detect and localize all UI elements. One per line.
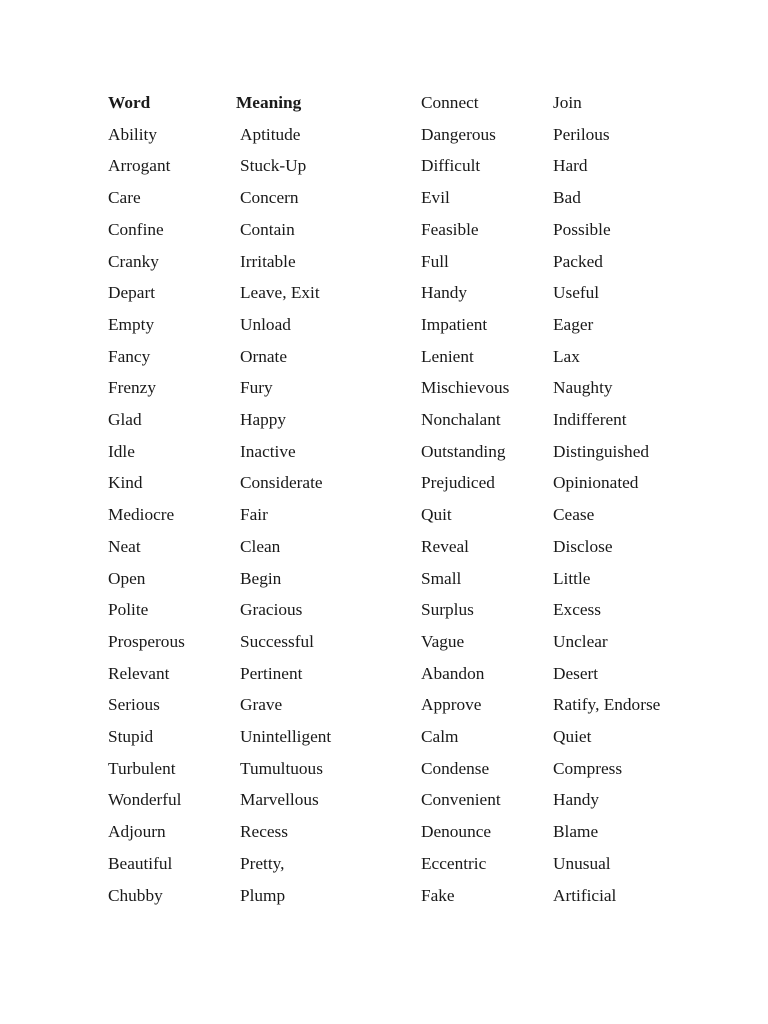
meaning-cell: Artificial <box>553 885 617 905</box>
meaning-cell: Disclose <box>553 536 613 556</box>
word-cell: Prosperous <box>108 631 185 651</box>
word-cell: Calm <box>421 727 459 746</box>
meaning-cell: Fury <box>240 378 273 398</box>
word-cell: Denounce <box>421 822 492 842</box>
word-cell: Connect <box>421 93 479 112</box>
meaning-cell: Unusual <box>553 853 611 873</box>
table-row <box>0 182 768 214</box>
meaning-cell: Clean <box>240 536 281 556</box>
meaning-cell: Naughty <box>553 378 613 398</box>
meaning-cell: Eager <box>553 314 594 334</box>
table-row <box>0 753 768 785</box>
table-row <box>0 594 768 626</box>
table-row <box>0 499 768 531</box>
meaning-cell: Possible <box>553 219 611 239</box>
table-row <box>0 372 768 404</box>
table-row <box>0 119 768 151</box>
table-row <box>0 246 768 278</box>
word-cell: Depart <box>108 283 156 303</box>
meaning-cell: Inactive <box>240 441 296 461</box>
meaning-cell: Unintelligent <box>240 727 332 746</box>
word-cell: Fancy <box>108 346 151 366</box>
table-row <box>0 150 768 182</box>
word-cell: Approve <box>421 695 482 715</box>
word-cell: Lenient <box>421 346 474 366</box>
word-cell: Small <box>421 568 462 588</box>
header-word: Word <box>108 93 151 112</box>
word-cell: Mischievous <box>421 378 510 398</box>
meaning-cell: Irritable <box>240 251 296 271</box>
word-cell: Polite <box>108 600 149 620</box>
meaning-cell: Useful <box>553 283 600 303</box>
table-row <box>0 404 768 436</box>
table-row <box>0 689 768 721</box>
meaning-cell: Plump <box>240 885 286 905</box>
meaning-cell: Leave, Exit <box>240 283 320 303</box>
word-cell: Impatient <box>421 314 488 334</box>
meaning-cell: Packed <box>553 251 603 271</box>
word-cell: Beautiful <box>108 853 173 873</box>
table-row <box>0 626 768 658</box>
meaning-cell: Marvellous <box>240 790 319 810</box>
meaning-cell: Pertinent <box>240 663 303 683</box>
meaning-cell: Bad <box>553 188 581 208</box>
word-cell: Vague <box>421 631 465 651</box>
word-cell: Frenzy <box>108 378 156 398</box>
meaning-cell: Pretty, <box>240 853 285 873</box>
word-cell: Dangerous <box>421 124 496 144</box>
meaning-cell: Fair <box>240 505 268 525</box>
word-cell: Open <box>108 568 146 588</box>
meaning-cell: Stuck-Up <box>240 156 307 176</box>
table-row <box>0 658 768 690</box>
meaning-cell: Happy <box>240 410 287 429</box>
meaning-cell: Ornate <box>240 346 288 366</box>
word-cell: Surplus <box>421 600 474 620</box>
word-cell: Serious <box>108 695 160 715</box>
table-row <box>0 816 768 848</box>
meaning-cell: Opinionated <box>553 473 639 493</box>
meaning-cell: Distinguished <box>553 441 650 461</box>
header-meaning: Meaning <box>236 93 302 112</box>
meaning-cell: Successful <box>240 631 314 651</box>
word-cell: Eccentric <box>421 853 487 873</box>
word-cell: Fake <box>421 885 455 905</box>
table-header-row <box>0 87 768 119</box>
word-cell: Convenient <box>421 790 501 810</box>
word-cell: Wonderful <box>108 790 182 810</box>
table-row <box>0 309 768 341</box>
word-cell: Condense <box>421 758 490 778</box>
meaning-cell: Excess <box>553 600 601 620</box>
word-cell: Nonchalant <box>421 410 501 429</box>
word-cell: Cranky <box>108 251 159 271</box>
word-cell: Evil <box>421 188 450 208</box>
table-row <box>0 214 768 246</box>
word-cell: Difficult <box>421 156 481 176</box>
word-cell: Empty <box>108 314 155 334</box>
meaning-cell: Aptitude <box>240 124 301 144</box>
table-row <box>0 436 768 468</box>
meaning-cell: Ratify, Endorse <box>553 695 661 715</box>
word-cell: Relevant <box>108 663 170 683</box>
meaning-cell: Perilous <box>553 124 610 144</box>
meaning-cell: Gracious <box>240 600 303 620</box>
word-cell: Kind <box>108 473 143 493</box>
word-cell: Handy <box>421 283 468 303</box>
meaning-cell: Join <box>553 93 582 112</box>
meaning-cell: Unclear <box>553 631 608 651</box>
meaning-cell: Lax <box>553 346 580 366</box>
meaning-cell: Considerate <box>240 473 323 493</box>
meaning-cell: Recess <box>240 822 288 842</box>
table-row <box>0 563 768 595</box>
table-row <box>0 848 768 880</box>
meaning-cell: Indifferent <box>553 410 627 429</box>
meaning-cell: Grave <box>240 695 283 715</box>
word-cell: Care <box>108 188 141 208</box>
word-cell: Prejudiced <box>421 473 495 493</box>
table-row <box>0 784 768 816</box>
meaning-cell: Tumultuous <box>240 758 323 778</box>
table-row <box>0 277 768 309</box>
meaning-cell: Contain <box>240 219 295 239</box>
word-cell: Quit <box>421 505 452 525</box>
table-row <box>0 721 768 753</box>
word-cell: Mediocre <box>108 505 175 525</box>
word-cell: Full <box>421 251 449 271</box>
word-cell: Outstanding <box>421 441 506 461</box>
table-row <box>0 531 768 563</box>
meaning-cell: Concern <box>240 188 299 208</box>
word-cell: Idle <box>108 441 135 461</box>
table-row <box>0 880 768 912</box>
word-cell: Glad <box>108 410 142 429</box>
meaning-cell: Hard <box>553 156 588 176</box>
meaning-cell: Desert <box>553 663 599 683</box>
word-cell: Adjourn <box>108 822 166 842</box>
meaning-cell: Begin <box>240 568 282 588</box>
table-row <box>0 341 768 373</box>
word-cell: Chubby <box>108 885 163 905</box>
word-cell: Confine <box>108 219 164 239</box>
meaning-cell: Unload <box>240 314 291 334</box>
word-cell: Arrogant <box>108 156 171 176</box>
meaning-cell: Handy <box>553 790 600 810</box>
meaning-cell: Quiet <box>553 727 592 746</box>
word-cell: Abandon <box>421 663 485 683</box>
word-cell: Feasible <box>421 219 479 239</box>
word-cell: Neat <box>108 536 141 556</box>
word-cell: Ability <box>108 124 157 144</box>
meaning-cell: Compress <box>553 758 623 778</box>
meaning-cell: Little <box>553 568 591 588</box>
word-cell: Stupid <box>108 727 154 746</box>
word-cell: Reveal <box>421 536 469 556</box>
meaning-cell: Blame <box>553 822 599 842</box>
meaning-cell: Cease <box>553 505 595 525</box>
table-row <box>0 467 768 499</box>
word-cell: Turbulent <box>108 758 176 778</box>
